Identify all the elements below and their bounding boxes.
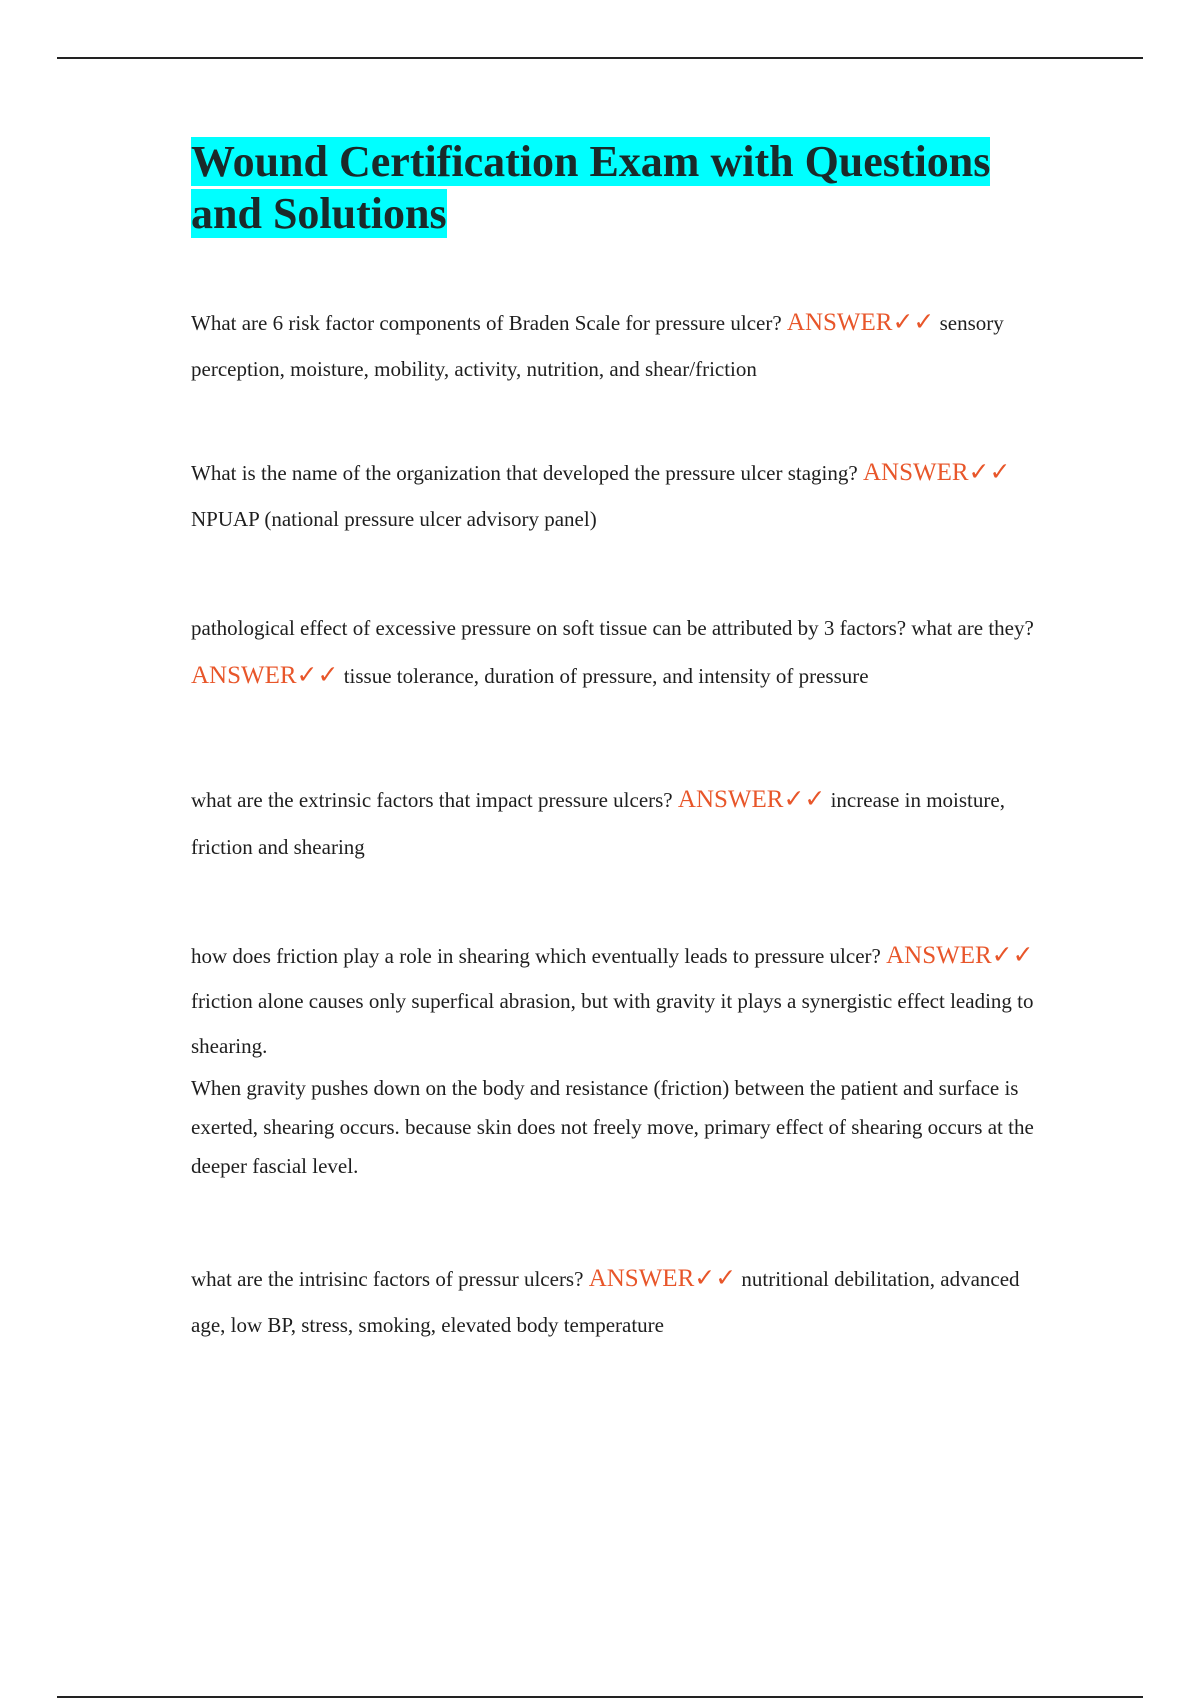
qa-item-1 [191,300,1041,392]
qa-item-6 [191,1256,1041,1348]
answer-5-part-2: When gravity pushes down on the body and resistance (friction) between the patient and surface is exerted, shearing occurs. because skin does not freely move, primary effect of shearing occurs at the deeper fascial level. [191,1076,1034,1178]
top-rule [57,57,1143,59]
answer-6: nutritional debilitation, advanced age, low BP, stress, smoking, elevated body temperature [191,1267,1020,1337]
answer-marker-3: ANSWER✓✓ [191,662,339,689]
question-1: What are 6 risk factor components of Braden Scale for pressure ulcer? [191,311,782,335]
answer-marker-4: ANSWER✓✓ [677,786,826,813]
bottom-rule [57,1696,1143,1698]
answer-3: tissue tolerance, duration of pressure, and intensity of pressure [343,664,869,688]
answer-2: NPUAP (national pressure ulcer advisory panel) [191,507,597,531]
question-3: pathological effect of excessive pressure on soft tissue can be attributed by 3 factors? what are they? [191,616,1034,640]
question-5: how does friction play a role in shearing which eventually leads to pressure ulcer? [191,944,881,968]
question-4: what are the extrinsic factors that impact pressure ulcers? [191,788,673,812]
qa-item-3 [191,605,1041,700]
qa-item-2 [191,450,1041,542]
answer-4: increase in moisture, friction and shearing [191,788,1005,859]
document-body [191,136,1041,1348]
document-title [191,136,1041,240]
answer-5-part-1: friction alone causes only superfical abrasion, but with gravity it plays a synergistic effect leading to shearing. [191,989,1034,1058]
answer-marker-1: ANSWER✓✓ [786,309,935,336]
question-6: what are the intrisinc factors of pressur ulcers? [191,1267,584,1291]
qa-item-4 [191,776,1041,871]
answer-1: sensory perception, moisture, mobility, activity, nutrition, and shear/friction [191,311,1004,381]
answer-marker-5: ANSWER✓✓ [886,942,1034,969]
document-title-text: Wound Certification Exam with Questions and Solutions [191,137,991,238]
answer-marker-6: ANSWER✓✓ [588,1265,737,1292]
question-2: What is the name of the organization that developed the pressure ulcer staging? [191,461,858,485]
answer-marker-2: ANSWER✓✓ [862,459,1011,486]
qa-item-5 [191,933,1041,1186]
